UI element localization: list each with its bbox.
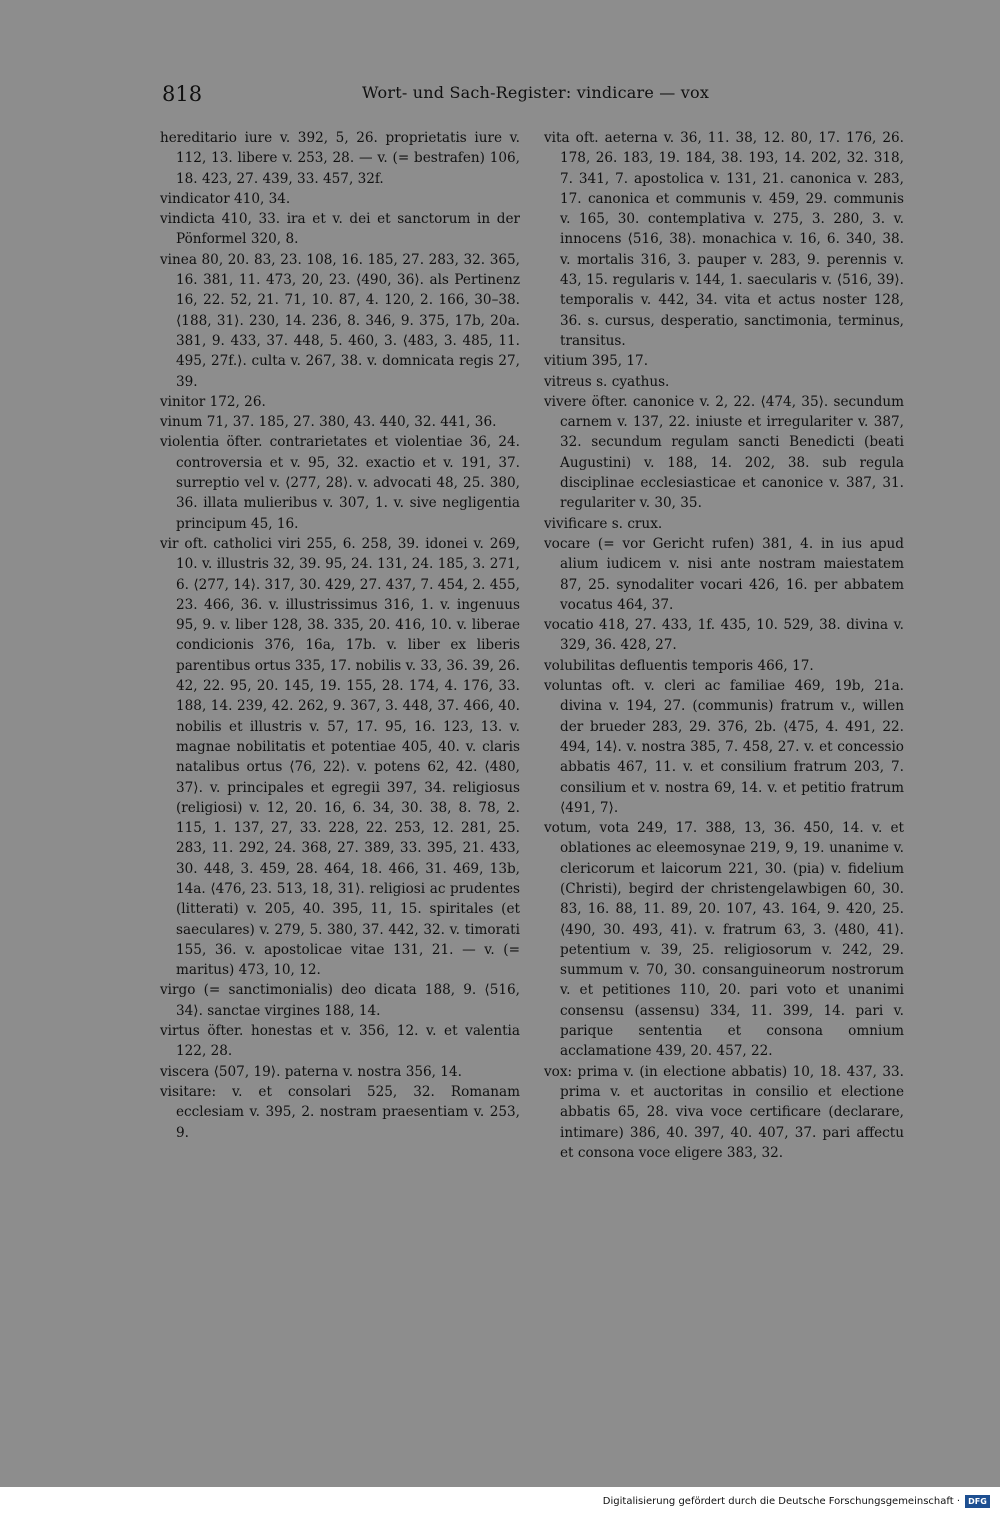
index-entry: violentia öfter. contrarietates et violentiae 36, 24. controversia et v. 95, 32. exactio et v. 191, 37. surreptio vel v. ⟨277, 28⟩. v. advocati 48, 25. 380, 36. illata mulieribus v. 307, 1. v. sive negligentia principum 45, 16. [160,434,520,532]
index-entry: virgo (= sanctimonialis) deo dicata 188, 9. ⟨516, 34⟩. sanctae virgines 188, 14. [160,982,520,1019]
index-entry: vocare (= vor Gericht rufen) 381, 4. in ius apud alium iudicem v. nisi ante nostram maiestatem 87, 25. synodaliter vocari 426, 16. per abbatem vocatus 464, 37. [544,535,904,613]
index-entry: visitare: v. et consolari 525, 32. Romanam ecclesiam v. 395, 2. nostram praesentiam v. 253, 9. [160,1083,520,1141]
index-entry: vir oft. catholici viri 255, 6. 258, 39. idonei v. 269, 10. v. illustris 32, 39. 95, 24. 131, 24. 185, 3. 271, 6. ⟨277, 14⟩. 317, 30. 429, 27. 437, 7. 454, 2. 455, 23. 466, 36. v. illustrissimus 316, 1. v. ingenuus 95, 9. v. liber 128, 38. 335, 20. 416, 10. v. liberae condicionis 376, 16a, 17b. v. liber ex liberis parentibus ortus 335, 17. nobilis v. 33, 36. 39, 26. 42, 22. 95, 20. 145, 19. 155, 28. 174, 4. 176, 33. 188, 14. 239, 42. 262, 9. 367, 3. 448, 37. 466, 40. nobilis et illustris v. 57, 17. 95, 16. 123, 13. v. magnae nobilitatis et potentiae 405, 40. v. claris natalibus ortus ⟨76, 22⟩. v. potens 62, 42. ⟨480, 37⟩. v. principales et egregii 397, 34. religiosus (religiosi) v. 12, 20. 16, 6. 34, 30. 38, 8. 78, 2. 115, 1. 137, 27, 33. 228, 22. 253, 12. 281, 25. 283, 11. 292, 24. 368, 27. 389, 33. 395, 21. 433, 30. 448, 3. 459, 28. 464, 18. 466, 31. 469, 13b, 14a. ⟨476, 23. 513, 18, 31⟩. religiosi ac prudentes (litterati) v. 205, 40. 395, 11, 15. spiritales (et saeculares) v. 279, 5. 380, 37. 442, 32. v. timorati 155, 36. v. apostolicae vitae 131, 21. — v. (= maritus) 473, 10, 12. [160,535,520,979]
index-entry: vitreus s. cyathus. [544,373,670,390]
right-column [544,128,904,1163]
running-head: Wort- und Sach-Register: vindicare — vox [362,83,710,102]
index-entry: vinitor 172, 26. [160,393,266,410]
index-entry: vox: prima v. (in electione abbatis) 10, 18. 437, 33. prima v. et auctoritas in consilio et electione abbatis 65, 28. viva voce certificare (declarare, intimare) 386, 40. 397, 40. 407, 37. pari affectu et consona voce eligere 383, 32. [544,1063,904,1161]
index-entry: vinea 80, 20. 83, 23. 108, 16. 185, 27. 283, 32. 365, 16. 381, 11. 473, 20, 23. ⟨490, 36⟩. als Pertinenz 16, 22. 52, 21. 71, 10. 87, 4. 120, 2. 166, 30–38. ⟨188, 31⟩. 230, 14. 236, 8. 346, 9. 375, 17b, 20a. 381, 9. 433, 37. 448, 5. 460, 3. ⟨483, 3. 485, 11. 495, 27f.⟩. culta v. 267, 38. v. domnicata regis 27, 39. [160,251,520,390]
index-entry: vita oft. aeterna v. 36, 11. 38, 12. 80, 17. 176, 26. 178, 26. 183, 19. 184, 38. 193, 14. 202, 32. 318, 7. 341, 7. apostolica v. 131, 21. canonica v. 283, 17. canonica et communis v. 459, 29. communis v. 165, 30. contemplativa v. 275, 3. 280, 3. v. innocens ⟨516, 38⟩. monachica v. 16, 6. 340, 38. v. mortalis 316, 3. pauper v. 283, 9. perennis v. 43, 15. regularis v. 144, 1. saecularis v. ⟨516, 39⟩. temporalis v. 442, 34. vita et actus noster 128, 36. s. cursus, desperatio, sanctimonia, terminus, transitus. [544,130,904,349]
page-number: 818 [162,82,203,106]
index-entry: vindicta 410, 33. ira et v. dei et sanctorum in der Pönformel 320, 8. [160,211,520,248]
index-entry: voluntas oft. v. cleri ac familiae 469, 19b, 21a. divina v. 194, 27. (communis) fratrum v., willen der brueder 283, 29. 376, 2b. ⟨475, 4. 491, 22. 494, 14⟩. v. nostra 385, 7. 458, 27. v. et concessio abbatis 467, 11. v. et consilium fratrum 203, 7. consilium et v. nostra 69, 14. v. et petitio fratrum ⟨491, 7⟩. [544,678,904,816]
index-entry: vitium 395, 17. [544,353,649,370]
index-entry: votum, vota 249, 17. 388, 13, 36. 450, 14. v. et oblationes ac eleemosynae 219, 9, 19. unanime v. clericorum et laicorum 221, 30. (pia) v. fidelium (Christi), begird der christengelawbigen 60, 30. 83, 16. 88, 11. 89, 20. 107, 43. 164, 9. 420, 25. ⟨490, 30. 493, 41⟩. v. fratrum 63, 3. ⟨480, 41⟩. petentium v. 39, 25. religiosorum v. 242, 29. summum v. 70, 30. consanguineorum nostrorum v. et petitiones 110, 20. pari voto et unanimi consensu (assensu) 334, 11. 399, 14. pari v. parique sententia et consona omnium acclamatione 439, 20. 457, 22. [544,820,904,1060]
index-entry: viscera ⟨507, 19⟩. paterna v. nostra 356, 14. [160,1063,462,1080]
left-column [160,128,520,1143]
index-entry: virtus öfter. honestas et v. 356, 12. v. et valentia 122, 28. [160,1023,520,1060]
index-entry: vinum 71, 37. 185, 27. 380, 43. 440, 32. 441, 36. [160,414,497,431]
index-entry: vivificare s. crux. [544,515,663,532]
index-entry: vindicator 410, 34. [160,190,291,207]
index-entry: vivere öfter. canonice v. 2, 22. ⟨474, 35⟩. secundum carnem v. 137, 22. iniuste et irregulariter v. 387, 32. secundum regulam sancti Benedicti (beati Augustini) v. 188, 14. 202, 38. sub regula disciplinae ecclesiasticae et canonice v. 387, 31. regulariter v. 30, 35. [544,393,904,512]
index-entry: hereditario iure v. 392, 5, 26. proprietatis iure v. 112, 13. libere v. 253, 28. — v. (= bestrafen) 106, 18. 423, 27. 439, 33. 457, 32f. [160,130,520,187]
index-entry: volubilitas defluentis temporis 466, 17. [544,657,814,674]
dfg-logo-icon: DFG [965,1495,990,1508]
footer-credit: Digitalisierung gefördert durch die Deutsche Forschungsgemeinschaft · [602,1496,960,1507]
footer-bar [0,1487,1000,1518]
index-entry: vocatio 418, 27. 433, 1f. 435, 10. 529, 38. divina v. 329, 36. 428, 27. [544,617,904,654]
